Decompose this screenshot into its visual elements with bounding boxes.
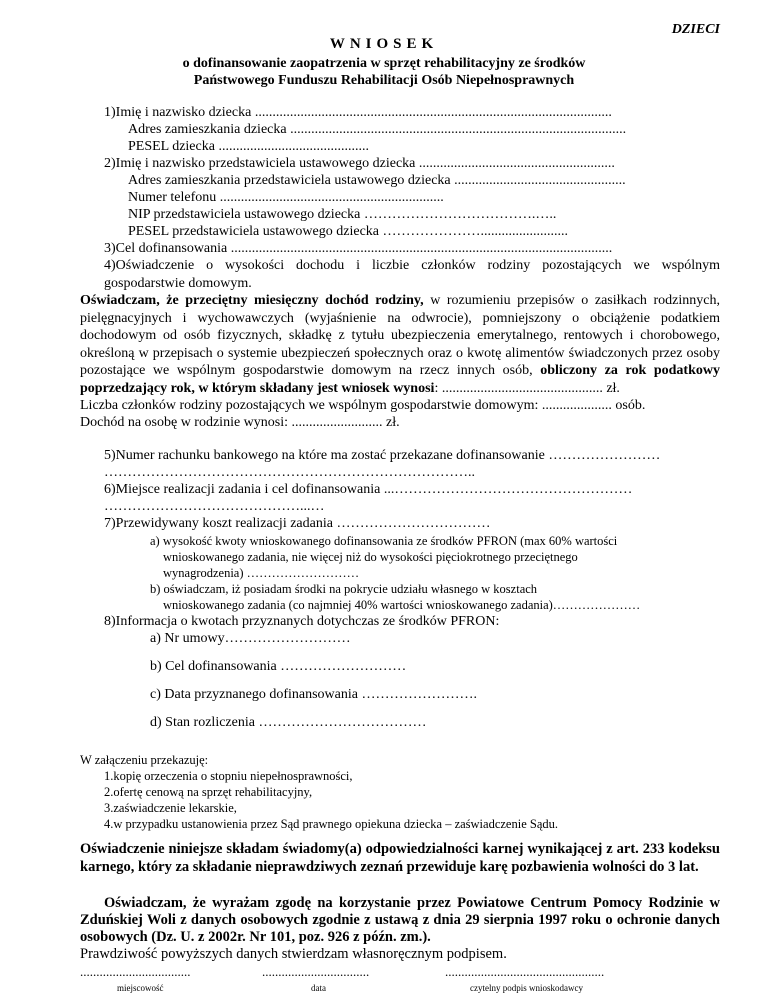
- field-prior-funding: 8)Informacja o kwotach przyznanych dotychczas ze środków PFRON:: [104, 614, 500, 629]
- field-child-pesel: PESEL dziecka ...........................................: [128, 139, 369, 154]
- field-phone: Numer telefonu ................................................................: [128, 190, 444, 205]
- field-bank-account-cont: ……………………………………………………………………..: [104, 465, 475, 480]
- income-text-bold: obliczony za rok podatkowy poprzedzający rok, w którym składany jest wniosek wynosi: [80, 363, 720, 396]
- income-per-person: Dochód na osobę w rodzinie wynosi: .......................... zł.: [80, 415, 400, 430]
- truthfulness-statement: Prawdziwość powyższych danych stwierdzam własnoręcznym podpisem.: [80, 946, 507, 962]
- place-signature-line: ..................................: [80, 964, 191, 979]
- field-guardian-address: Adres zamieszkania przedstawiciela ustawowego dziecka .................................................: [128, 173, 626, 188]
- date-label: data: [311, 983, 326, 993]
- form-subtitle-1: o dofinansowanie zaopatrzenia w sprzęt rehabilitacyjny ze środków: [182, 56, 586, 71]
- applicant-signature-line: .................................................: [445, 964, 605, 979]
- field-bank-account: 5)Numer rachunku bankowego na które ma zostać przekazane dofinansowanie ……………………: [104, 448, 661, 463]
- income-text-1: w rozumieniu przepisów o zasiłkach rodzinnych, pielęgnacyjnych i wychowawczych (wyjaśnienie na odwrocie), pomniejszony o obciążenie podatkiem dochodowym od osób fizycznych, składkę z tytułu ubezpieczenia emerytalnego, rentowych i chorobowego, określoną w przepisach o systemie ubezpieczeń społecznych oraz o kwotę alimentów świadczonych przez osoby pozostające we wspólnym gospodarstwie domowym na rzecz innych osób,: [80, 293, 720, 378]
- field-settlement: d) Stan rozliczenia ………………………………: [150, 715, 427, 730]
- form-title: WNIOSEK: [329, 36, 439, 52]
- field-location-cont: ……………………………………...…: [104, 499, 325, 514]
- attachment-item: 3.zaświadczenie lekarskie,: [104, 801, 237, 815]
- field-cost-a-1: a) wysokość kwoty wnioskowanego dofinansowania ze środków PFRON (max 60% wartości: [150, 534, 618, 548]
- income-text-2: : .............................................. zł.: [434, 380, 620, 396]
- field-guardian-pesel: PESEL przedstawiciela ustawowego dziecka ………………….........................: [128, 224, 569, 239]
- place-label: miejscowość: [117, 983, 164, 993]
- field-cost-a-3: wynagrodzenia) ………………………: [163, 566, 360, 580]
- category-tag: DZIECI: [671, 22, 720, 37]
- income-lead: Oświadczam, że przeciętny miesięczny dochód rodziny,: [80, 293, 424, 308]
- field-cost-b-2: wnioskowanego zadania (co najmniej 40% wartości wnioskowanego zadania)…………………: [163, 598, 641, 612]
- form-subtitle-2: Państwowego Funduszu Rehabilitacji Osób Niepełnosprawnych: [193, 73, 575, 88]
- attachment-item: 2.ofertę cenową na sprzęt rehabilitacyjny,: [104, 785, 313, 799]
- field-contract-no: a) Nr umowy………………………: [150, 631, 351, 646]
- field-guardian-nip: NIP przedstawiciela ustawowego dziecka ……………………………….…..: [128, 207, 557, 222]
- field-cost-a-2: wnioskowanego zadania, nie więcej niż do wysokości pięciokrotnego przeciętnego: [163, 550, 578, 564]
- family-members: Liczba członków rodziny pozostających we wspólnym gospodarstwie domowym: .................... osób.: [80, 398, 646, 413]
- liability-declaration: Oświadczenie niniejsze składam świadomy(a) odpowiedzialności karnej wynikającej z art. 233 kodeksu karnego, który za składanie nieprawdziwych zeznań przewiduje karę pozbawienia wolności do 3 lat.: [80, 841, 720, 875]
- field-income-statement: 4)Oświadczenie o wysokości dochodu i liczbie członków rodziny pozostających we wspólnym gospodarstwie domowym.: [104, 258, 720, 291]
- consent-declaration: Oświadczam, że wyrażam zgodę na korzystanie przez Powiatowe Centrum Pomocy Rodzinie w Zduńskiej Woli z danych osobowych zgodnie z ustawą z dnia 29 sierpnia 1997 roku o ochronie danych osobowych (Dz. U. z 2002r. Nr 101, poz. 926 z późn. zm.).: [80, 895, 720, 945]
- field-purpose: 3)Cel dofinansowania .............................................................................................................: [104, 241, 613, 256]
- field-funding-date: c) Data przyznanego dofinansowania …………………….: [150, 687, 477, 702]
- attachment-item: 4.w przypadku ustanowienia przez Sąd prawnego opiekuna dziecka – zaświadczenie Sądu.: [104, 817, 558, 831]
- field-guardian-name: 2)Imię i nazwisko przedstawiciela ustawowego dziecka ........................................................: [104, 156, 615, 171]
- attachment-item: 1.kopię orzeczenia o stopniu niepełnosprawności,: [104, 769, 353, 783]
- field-child-address: Adres zamieszkania dziecka ................................................................................................: [128, 122, 627, 137]
- date-signature-line: .................................: [262, 964, 370, 979]
- applicant-signature-label: czytelny podpis wnioskodawcy: [470, 983, 583, 993]
- field-cost-b-1: b) oświadczam, iż posiadam środki na pokrycie udziału własnego w kosztach: [150, 582, 538, 596]
- field-child-name: 1)Imię i nazwisko dziecka ......................................................................................................: [104, 105, 612, 120]
- field-funding-purpose: b) Cel dofinansowania ………………………: [150, 659, 407, 674]
- income-declaration: [80, 292, 720, 397]
- field-cost: 7)Przewidywany koszt realizacji zadania ……………………………: [104, 516, 491, 531]
- attachments-heading: W załączeniu przekazuję:: [80, 753, 209, 767]
- field-location: 6)Miejsce realizacji zadania i cel dofinansowania ...……………………………………………: [104, 482, 633, 497]
